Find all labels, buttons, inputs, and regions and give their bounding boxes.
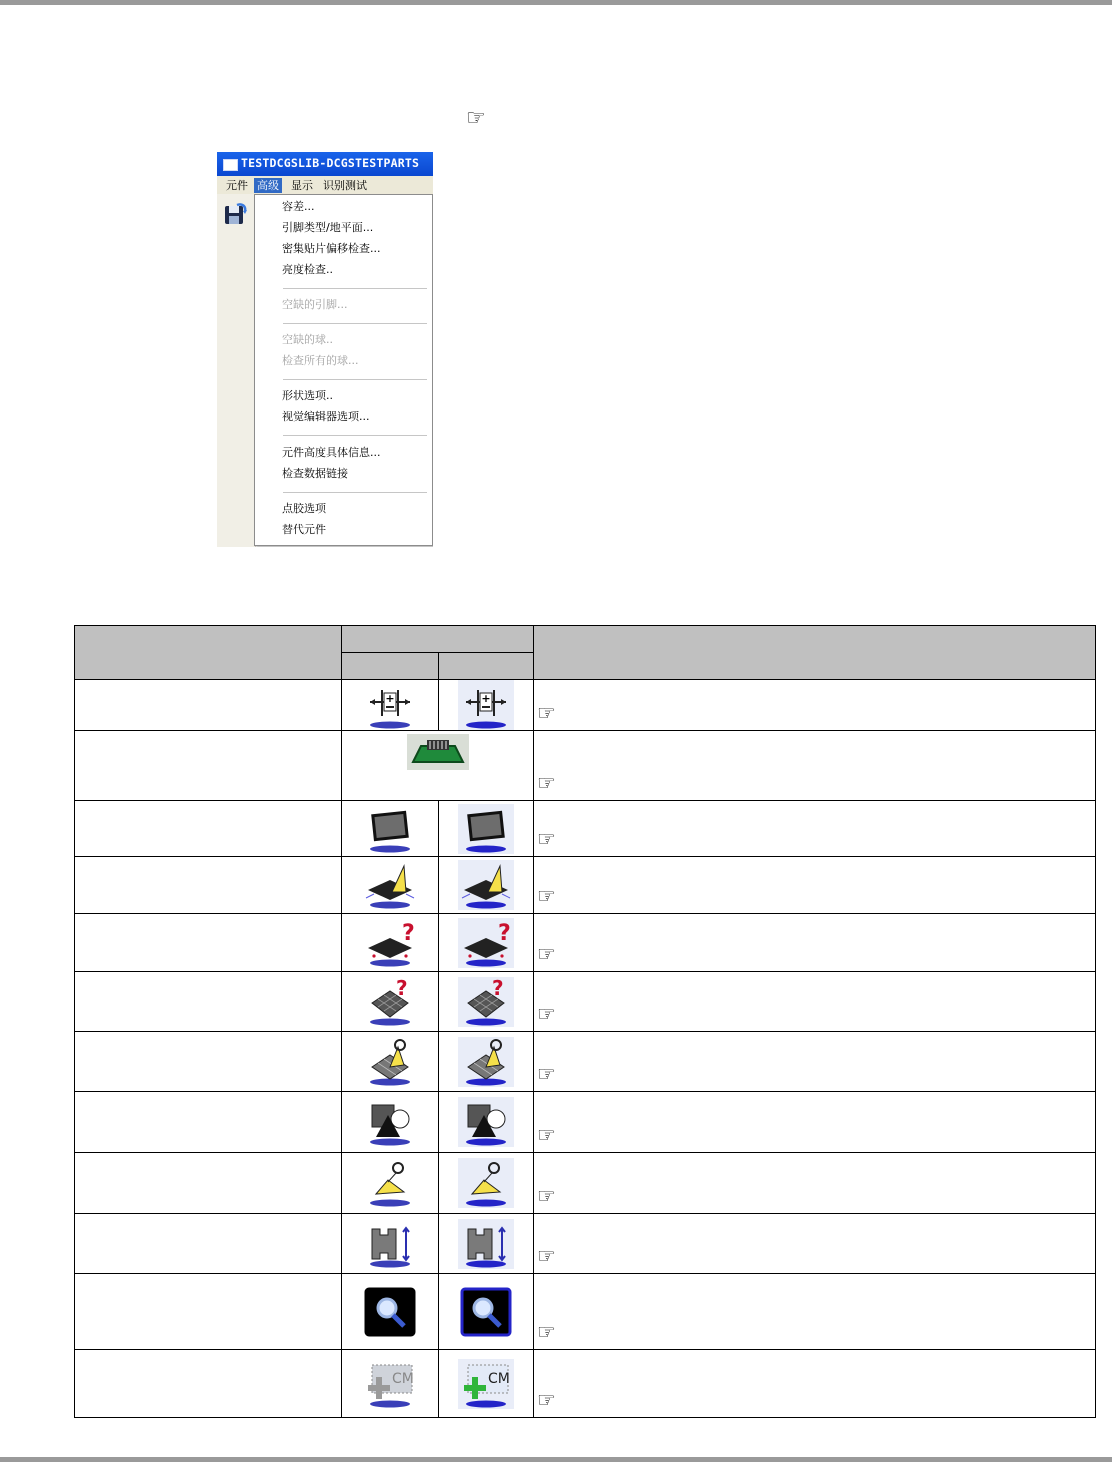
header-icon-normal [342,653,439,680]
icon-cell-active [439,680,534,731]
description-cell [534,1274,1096,1350]
function-cell [75,1350,342,1418]
menu-item: 空缺的球.. [282,333,333,346]
svg-text:+: + [481,692,491,705]
dense-offset-icon[interactable] [458,804,514,854]
icon-cell-normal [342,1350,439,1418]
function-cell [75,972,342,1032]
description-cell [534,914,1096,972]
header-icon [342,626,534,653]
menu-item[interactable]: 视觉编辑器选项... [282,410,370,423]
icon-cell-active [439,972,534,1032]
menu-item[interactable]: 容差... [282,200,315,213]
reference-hand-icon: ☞ [537,1062,556,1086]
description-cell [534,972,1096,1032]
height-details-icon[interactable] [458,1219,514,1269]
menu-separator [283,288,427,290]
menu-component[interactable]: 元件 [226,179,248,192]
svg-text:?: ? [402,920,415,946]
menu-separator [283,379,427,381]
menu-separator [283,435,427,437]
description-cell [534,680,1096,731]
tolerance-icon[interactable] [458,680,514,730]
substitute-part-icon[interactable] [362,1359,418,1409]
icon-cell-normal [342,1214,439,1274]
reference-hand-icon: ☞ [537,942,556,966]
description-cell [534,1350,1096,1418]
top-rule [0,0,1112,5]
menu-item: 检查所有的球... [282,354,359,367]
menu-item[interactable]: 检查数据链接 [282,467,348,480]
missing-balls-icon[interactable] [458,977,514,1027]
reference-hand-icon: ☞ [537,884,556,908]
icon-cell-normal [342,1153,439,1214]
svg-text:?: ? [498,920,511,946]
reference-hand-icon: ☞ [466,106,486,131]
window-title: TESTDCGSLIB-DCGSTESTPARTS [241,156,420,170]
table-row [75,680,1096,731]
check-data-link-icon[interactable] [362,1287,418,1337]
reference-hand-icon: ☞ [537,827,556,851]
icon-cell-normal [342,972,439,1032]
reference-hand-icon: ☞ [537,1244,556,1268]
icon-cell-normal [342,914,439,972]
check-all-balls-icon[interactable] [362,1037,418,1087]
shape-options-icon[interactable] [362,1097,418,1147]
icon-cell-active [439,1350,534,1418]
brightness-check-icon[interactable] [362,860,418,910]
menu-item[interactable]: 形状选项.. [282,389,333,402]
menu-item[interactable]: 亮度检查.. [282,263,333,276]
menu-item[interactable]: 点胶选项 [282,502,326,515]
window-icon [223,159,238,171]
table-row [75,1032,1096,1092]
svg-text:CM: CM [392,1370,414,1387]
description-cell [534,801,1096,857]
function-cell [75,857,342,914]
reference-hand-icon: ☞ [537,1002,556,1026]
reference-hand-icon: ☞ [537,1320,556,1344]
toolbar-icon-table [74,625,1096,1418]
menu-advanced[interactable]: 高级 [254,178,282,193]
icon-cell-active [439,857,534,914]
description-cell [534,1214,1096,1274]
icon-cell-normal [342,801,439,857]
icon-cell-normal [342,1032,439,1092]
header-function [75,626,342,680]
menu-item[interactable]: 引脚类型/地平面... [282,221,374,234]
advanced-menu-dropdown [254,194,433,546]
table-row [75,731,1096,801]
svg-text:+: + [385,692,395,705]
function-cell [75,801,342,857]
icon-cell-normal [342,857,439,914]
check-data-link-icon[interactable] [458,1287,514,1337]
icon-cell-active [439,1274,534,1350]
icon-cell [342,731,534,801]
reference-hand-icon: ☞ [537,1388,556,1412]
header-icon-active [439,653,534,680]
icon-cell-normal [342,680,439,731]
svg-text:?: ? [492,976,504,1000]
description-cell [534,731,1096,801]
vision-editor-icon[interactable] [362,1158,418,1208]
function-cell [75,1153,342,1214]
menu-item[interactable]: 元件高度具体信息... [282,446,381,459]
check-all-balls-icon[interactable] [458,1037,514,1087]
table-row [75,1214,1096,1274]
description-cell [534,1032,1096,1092]
function-cell [75,914,342,972]
description-cell [534,1153,1096,1214]
table-row [75,801,1096,857]
function-cell [75,680,342,731]
description-cell [534,857,1096,914]
function-cell [75,1092,342,1153]
menu-display[interactable]: 显示 [291,179,313,192]
tolerance-icon[interactable] [362,680,418,730]
table-row [75,1274,1096,1350]
menu-separator [283,492,427,494]
missing-balls-icon[interactable] [362,977,418,1027]
menu-item[interactable]: 替代元件 [282,523,326,536]
reference-hand-icon: ☞ [537,771,556,795]
app-window [217,152,433,547]
menu-bar [217,176,433,194]
vision-editor-icon[interactable] [458,1158,514,1208]
icon-cell-active [439,1214,534,1274]
reference-hand-icon: ☞ [537,1184,556,1208]
menu-item: 空缺的引脚... [282,298,348,311]
save-icon[interactable] [223,202,247,226]
icon-cell-active [439,1092,534,1153]
svg-text:CM: CM [488,1370,510,1387]
menu-recognition-test[interactable]: 识别测试 [323,179,367,192]
reference-hand-icon: ☞ [537,1123,556,1147]
function-cell [75,1214,342,1274]
substitute-part-icon[interactable] [458,1359,514,1409]
dense-offset-icon[interactable] [362,804,418,854]
table-row [75,857,1096,914]
reference-hand-icon: ☞ [537,701,556,725]
table-row [75,914,1096,972]
shape-options-icon[interactable] [458,1097,514,1147]
svg-text:?: ? [396,976,408,1000]
function-cell [75,1032,342,1092]
icon-cell-active [439,801,534,857]
table-row [75,1350,1096,1418]
menu-item[interactable]: 密集贴片偏移检查... [282,242,381,255]
function-cell [75,1274,342,1350]
table-row [75,972,1096,1032]
icon-cell-active [439,1153,534,1214]
brightness-check-icon[interactable] [458,860,514,910]
table-row [75,1153,1096,1214]
toolbar-strip [217,194,256,547]
table-row [75,1092,1096,1153]
icon-cell-normal [342,1274,439,1350]
pin-type-icon[interactable] [407,734,469,770]
icon-cell-active [439,914,534,972]
description-cell [534,1092,1096,1153]
height-details-icon[interactable] [362,1219,418,1269]
title-bar [217,152,433,176]
menu-separator [283,323,427,325]
missing-pins-icon[interactable] [458,918,514,968]
icon-cell-normal [342,1092,439,1153]
function-cell [75,731,342,801]
missing-pins-icon[interactable] [362,918,418,968]
icon-cell-active [439,1032,534,1092]
header-description [534,626,1096,680]
bottom-rule [0,1457,1112,1462]
